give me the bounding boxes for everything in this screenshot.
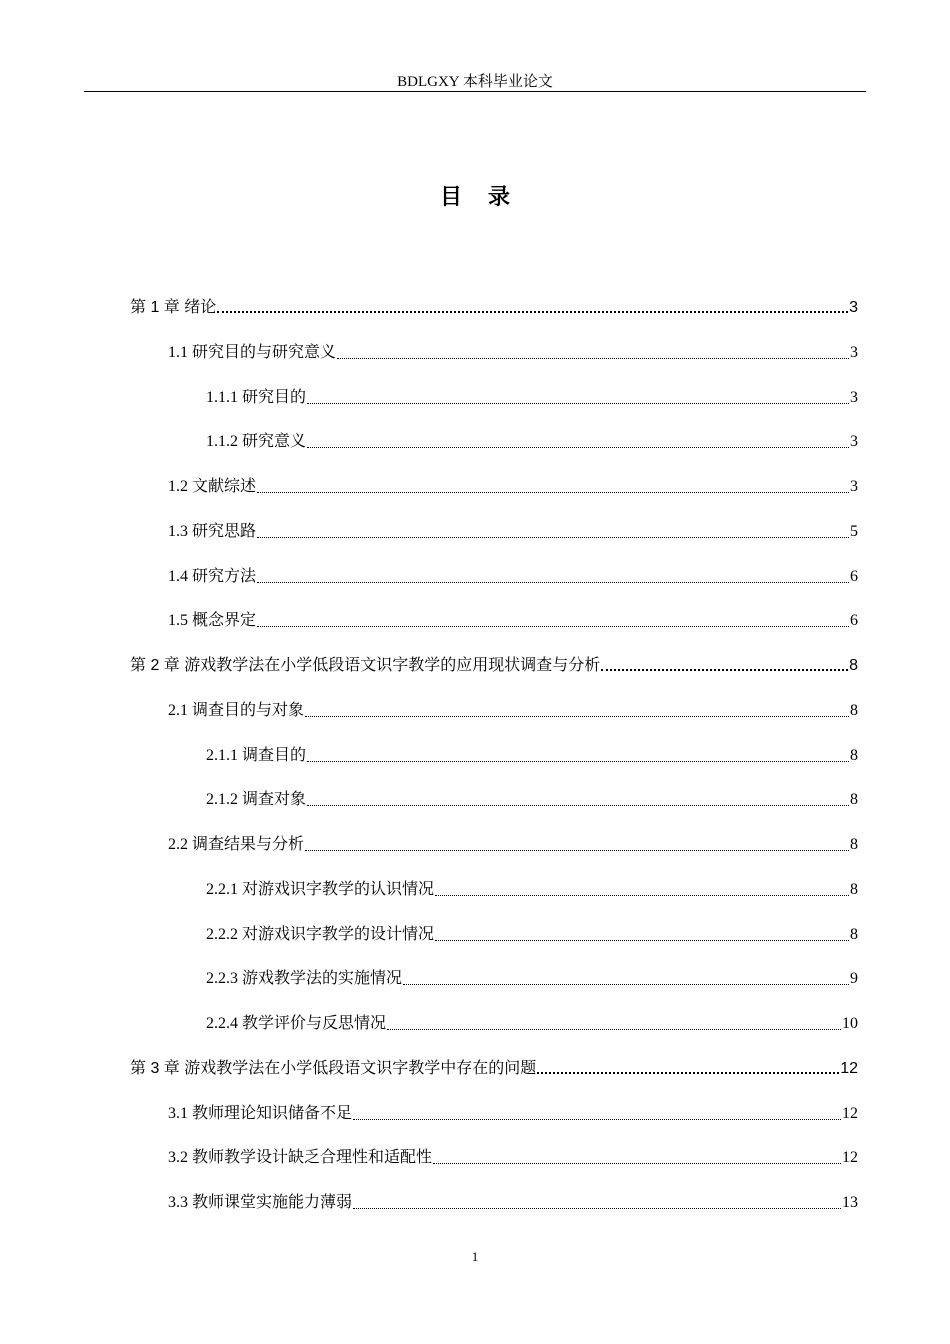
toc-entry-label: 1.3 研究思路 bbox=[168, 522, 257, 540]
toc-entry-page: 13 bbox=[842, 1194, 858, 1211]
toc-entry-page: 12 bbox=[842, 1149, 858, 1167]
toc-entry-page: 5 bbox=[850, 522, 858, 540]
toc-section-entry[interactable] bbox=[168, 335, 858, 363]
toc-section-entry[interactable] bbox=[168, 1096, 858, 1124]
toc-entry-page: 8 bbox=[850, 791, 858, 809]
toc-section-entry[interactable] bbox=[168, 1140, 858, 1168]
toc-section-entry[interactable] bbox=[206, 961, 858, 989]
toc-entry-page: 3 bbox=[850, 478, 858, 495]
toc-entry-page: 12 bbox=[840, 1059, 858, 1077]
toc-dot-leader bbox=[601, 669, 848, 671]
toc-dot-leader bbox=[307, 447, 849, 448]
toc-dot-leader bbox=[353, 1119, 841, 1120]
toc-entry-label: 第 2 章 游戏教学法在小学低段语文识字教学的应用现状调查与分析 bbox=[130, 657, 601, 674]
toc-entry-label: 1.1.1 研究目的 bbox=[206, 388, 307, 406]
toc-section-entry[interactable] bbox=[168, 514, 858, 542]
toc-entry-page: 9 bbox=[850, 970, 858, 988]
toc-dot-leader bbox=[307, 761, 849, 762]
toc-dot-leader bbox=[257, 492, 849, 493]
toc-dot-leader bbox=[353, 1208, 841, 1209]
toc-dot-leader bbox=[305, 716, 849, 717]
toc-section-entry[interactable] bbox=[206, 917, 858, 945]
toc-entry-page: 6 bbox=[850, 612, 858, 630]
toc-entry-label: 3.1 教师理论知识储备不足 bbox=[168, 1104, 353, 1122]
toc-section-entry[interactable] bbox=[168, 603, 858, 631]
toc-chapter-entry[interactable] bbox=[130, 1051, 858, 1079]
toc-entry-page: 8 bbox=[850, 746, 858, 764]
toc-section-entry[interactable] bbox=[168, 827, 858, 855]
toc-dot-leader bbox=[435, 895, 849, 896]
header-text: BDLGXY 本科毕业论文 bbox=[397, 74, 553, 90]
toc-entry-page: 6 bbox=[850, 567, 858, 585]
toc-entry-label: 2.2 调查结果与分析 bbox=[168, 836, 305, 853]
toc-entry-label: 2.1.2 调查对象 bbox=[206, 791, 307, 809]
toc-entry-page: 10 bbox=[842, 1015, 858, 1032]
toc-section-entry[interactable] bbox=[206, 424, 858, 452]
toc-section-entry[interactable] bbox=[168, 693, 858, 721]
toc-entry-label: 1.1 研究目的与研究意义 bbox=[168, 343, 337, 361]
toc-section-entry[interactable] bbox=[168, 559, 858, 587]
toc-section-entry[interactable] bbox=[206, 1006, 858, 1034]
toc-dot-leader bbox=[257, 582, 849, 583]
toc-entry-label: 2.2.3 游戏教学法的实施情况 bbox=[206, 970, 403, 988]
toc-entry-page: 12 bbox=[842, 1104, 858, 1122]
toc-entry-label: 1.5 概念界定 bbox=[168, 612, 257, 630]
toc-entry-page: 8 bbox=[850, 925, 858, 943]
toc-dot-leader bbox=[257, 626, 849, 627]
toc-dot-leader bbox=[435, 940, 849, 941]
toc-entry-page: 8 bbox=[850, 701, 858, 719]
toc-entry-page: 8 bbox=[850, 836, 858, 853]
toc-entry-page: 3 bbox=[850, 433, 858, 451]
toc-dot-leader bbox=[537, 1072, 839, 1074]
toc-dot-leader bbox=[305, 850, 849, 851]
toc-entry-label: 2.2.1 对游戏识字教学的认识情况 bbox=[206, 880, 435, 898]
toc-chapter-entry[interactable] bbox=[130, 648, 858, 676]
toc-section-entry[interactable] bbox=[206, 782, 858, 810]
toc-entry-page: 8 bbox=[849, 657, 858, 674]
toc-dot-leader bbox=[433, 1163, 841, 1164]
toc-dot-leader bbox=[217, 311, 848, 313]
toc-dot-leader bbox=[387, 1029, 841, 1030]
toc-entry-label: 3.3 教师课堂实施能力薄弱 bbox=[168, 1194, 353, 1211]
page-number: 1 bbox=[471, 1249, 479, 1264]
toc-entry-label: 2.2.2 对游戏识字教学的设计情况 bbox=[206, 925, 435, 943]
toc-entry-page: 3 bbox=[850, 388, 858, 406]
toc-entry-label: 第 1 章 绪论 bbox=[130, 299, 217, 316]
toc-section-entry[interactable] bbox=[168, 469, 858, 497]
toc-section-entry[interactable] bbox=[168, 1185, 858, 1213]
toc-entry-label: 3.2 教师教学设计缺乏合理性和适配性 bbox=[168, 1149, 433, 1167]
toc-dot-leader bbox=[403, 984, 849, 985]
toc-dot-leader bbox=[307, 805, 849, 806]
toc-entry-label: 2.1 调查目的与对象 bbox=[168, 701, 305, 719]
toc-entry-label: 第 3 章 游戏教学法在小学低段语文识字教学中存在的问题 bbox=[130, 1059, 537, 1077]
toc-section-entry[interactable] bbox=[206, 872, 858, 900]
toc-dot-leader bbox=[257, 537, 849, 538]
toc-entry-label: 2.1.1 调查目的 bbox=[206, 746, 307, 764]
toc-section-entry[interactable] bbox=[206, 738, 858, 766]
toc-entry-page: 8 bbox=[850, 880, 858, 898]
toc-entry-page: 3 bbox=[849, 299, 858, 316]
toc-entry-label: 1.1.2 研究意义 bbox=[206, 433, 307, 451]
toc-dot-leader bbox=[307, 403, 849, 404]
toc-section-entry[interactable] bbox=[206, 380, 858, 408]
toc-entry-label: 1.2 文献综述 bbox=[168, 478, 257, 495]
toc-entry-page: 3 bbox=[850, 343, 858, 361]
toc-title: 目录 bbox=[439, 185, 536, 210]
toc-chapter-entry[interactable] bbox=[130, 290, 858, 318]
toc-entry-label: 1.4 研究方法 bbox=[168, 567, 257, 585]
toc-entry-label: 2.2.4 教学评价与反思情况 bbox=[206, 1015, 387, 1032]
toc-dot-leader bbox=[337, 358, 849, 359]
header-rule bbox=[84, 91, 866, 92]
